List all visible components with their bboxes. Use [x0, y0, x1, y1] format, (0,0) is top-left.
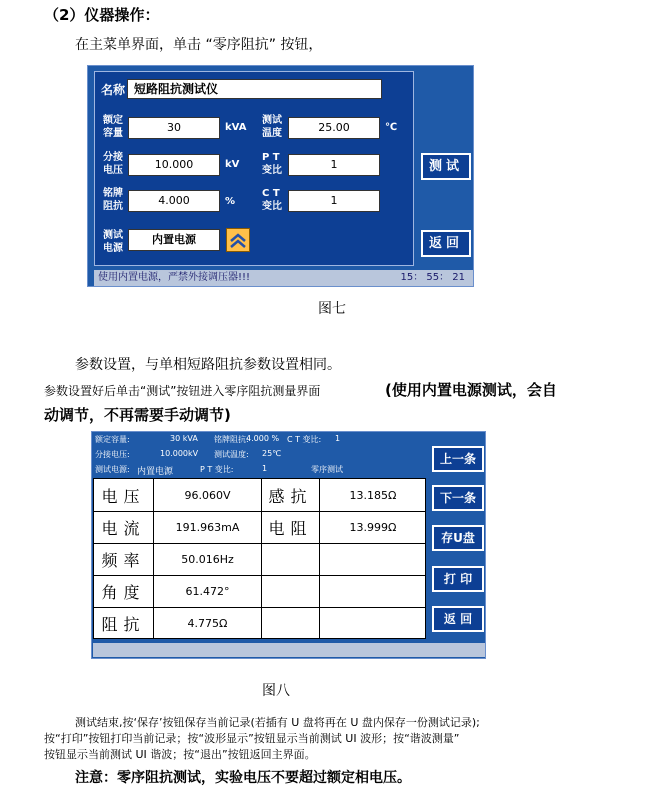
empty-cell: [262, 544, 320, 576]
hdr-mode: 零序测试: [311, 465, 343, 474]
hdr-test-source: 测试电源:: [95, 465, 130, 474]
section-heading: （2）仪器操作：: [44, 6, 160, 24]
value-angle: 61.472°: [154, 576, 262, 608]
value-frequency: 50.016Hz: [154, 544, 262, 576]
ct-ratio-label-2: 变比: [262, 201, 282, 212]
pt-ratio-field[interactable]: 1: [288, 154, 380, 176]
pt-ratio-label-1: P T: [262, 152, 280, 163]
hdr-ct-ratio-value: 1: [335, 434, 341, 443]
ct-ratio-label-1: C T: [262, 188, 280, 199]
test-temp-label-1: 测试: [262, 115, 282, 126]
nameplate-unit: %: [225, 196, 236, 207]
note-text: 注意：零序阻抗测试，实验电压不要超过额定相电压。: [75, 770, 411, 786]
name-field[interactable]: 短路阻抗测试仪: [127, 79, 382, 99]
figure-8-caption: 图八: [262, 683, 290, 699]
row-label-angle: 角度: [94, 576, 154, 608]
rated-capacity-label-1: 额定: [103, 115, 123, 126]
hdr-ct-ratio: C T 变比:: [287, 435, 322, 444]
ct-ratio-field[interactable]: 1: [288, 190, 380, 212]
row-label-impedance: 阻抗: [94, 608, 154, 638]
tap-voltage-unit: kV: [225, 159, 240, 170]
para-result-3: 按钮显示当前测试 UI 谐波；按“退出”按钮返回主界面。: [44, 748, 316, 761]
test-temp-field[interactable]: 25.00: [288, 117, 380, 139]
rated-capacity-unit: kVA: [225, 122, 247, 133]
back-button[interactable]: 返回: [421, 230, 471, 257]
save-usb-button[interactable]: 存U盘: [432, 525, 484, 551]
nameplate-label-2: 阻抗: [103, 201, 123, 212]
hdr-pt-ratio: P T 变比:: [200, 465, 234, 474]
value-current: 191.963mA: [154, 512, 262, 544]
row-label-voltage: 电压: [94, 479, 154, 512]
test-source-label-1: 测试: [103, 230, 123, 241]
tap-voltage-label-1: 分接: [103, 152, 123, 163]
name-label: 名称: [101, 83, 126, 97]
para-enter-test-note-1: (使用内置电源测试，会自: [385, 381, 557, 399]
para-enter-test: 参数设置好后单击“测试”按钮进入零序阻抗测量界面: [44, 384, 321, 398]
hdr-test-temp-value: 25℃: [262, 449, 282, 458]
para-settings: 参数设置，与单相短路阻抗参数设置相同。: [75, 357, 341, 373]
return-button[interactable]: 返 回: [432, 606, 484, 632]
status-bar: [94, 270, 473, 286]
test-temp-label-2: 温度: [262, 128, 282, 139]
empty-cell: [262, 608, 320, 638]
empty-cell: [320, 608, 426, 638]
source-toggle-button[interactable]: [226, 228, 250, 252]
para-result-2: 按“打印”按钮打印当前记录；按“波形显示”按钮显示当前测试 UI 波形；按“谐波测量”: [44, 732, 460, 745]
measurement-table: [93, 478, 426, 639]
tap-voltage-field[interactable]: 10.000: [128, 154, 220, 176]
hdr-test-temp: 测试温度:: [214, 450, 249, 459]
row-label-current: 电流: [94, 512, 154, 544]
nameplate-label-1: 铭牌: [103, 188, 123, 199]
pt-ratio-label-2: 变比: [262, 165, 282, 176]
empty-cell: [320, 544, 426, 576]
hdr-test-source-value: 内置电源: [137, 467, 174, 477]
hdr-nameplate-value: 4.000 %: [246, 434, 280, 443]
next-record-button[interactable]: 下一条: [432, 485, 484, 511]
value-impedance: 4.775Ω: [154, 608, 262, 638]
intro-text: 在主菜单界面，单击 “零序阻抗” 按钮，: [75, 37, 323, 53]
hdr-rated-capacity-value: 30 kVA: [170, 434, 198, 443]
rated-capacity-field[interactable]: 30: [128, 117, 220, 139]
test-temp-unit: ℃: [385, 122, 398, 133]
print-button[interactable]: 打 印: [432, 566, 484, 592]
double-chevron-up-icon: [227, 229, 249, 251]
hdr-rated-capacity: 额定容量:: [95, 435, 130, 444]
test-source-label-2: 电源: [103, 243, 123, 254]
status-time: 15： 55： 21: [400, 272, 465, 283]
figure-7-caption: 图七: [318, 301, 346, 317]
rated-capacity-label-2: 容量: [103, 128, 123, 139]
hdr-nameplate: 铭牌阻抗:: [214, 435, 249, 444]
nameplate-field[interactable]: 4.000: [128, 190, 220, 212]
value-resistance: 13.999Ω: [320, 512, 426, 544]
value-voltage: 96.060V: [154, 479, 262, 512]
value-reactance: 13.185Ω: [320, 479, 426, 512]
para-enter-test-note-2: 动调节，不再需要手动调节): [44, 406, 231, 424]
prev-record-button[interactable]: 上一条: [432, 446, 484, 472]
empty-cell: [262, 576, 320, 608]
row-label-resistance: 电阻: [262, 512, 320, 544]
row-label-reactance: 感抗: [262, 479, 320, 512]
tap-voltage-label-2: 电压: [103, 165, 123, 176]
test-button[interactable]: 测试: [421, 153, 471, 180]
row-label-frequency: 频率: [94, 544, 154, 576]
status-bar-2: [93, 643, 485, 657]
empty-cell: [320, 576, 426, 608]
hdr-tap-voltage-value: 10.000kV: [160, 449, 199, 458]
test-source-field[interactable]: 内置电源: [128, 229, 220, 251]
hdr-tap-voltage: 分接电压:: [95, 450, 130, 459]
para-result-1: 测试结束,按‘保存’按钮保存当前记录(若插有 U 盘将再在 U 盘内保存一份测试记录);: [75, 716, 480, 729]
status-message: 使用内置电源，严禁外接调压器!!!: [98, 272, 251, 283]
hdr-pt-ratio-value: 1: [262, 464, 268, 473]
